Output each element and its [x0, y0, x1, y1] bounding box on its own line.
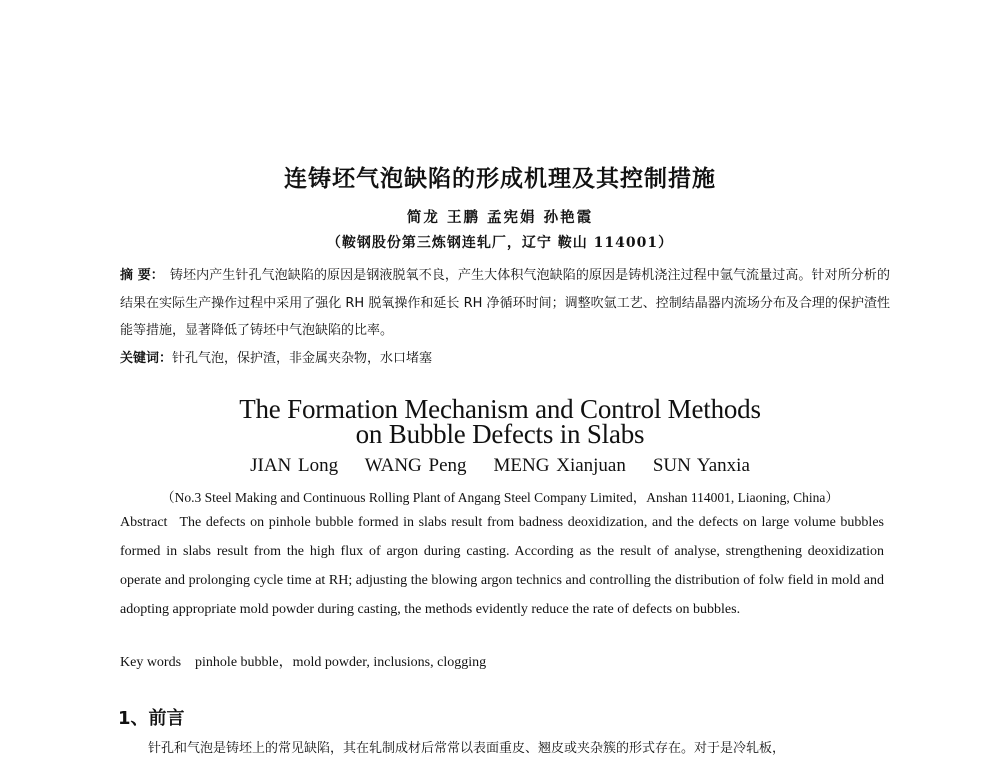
english-abstract-text: The defects on pinhole bubble formed in slabs result from badness deoxidization, and the defects on large volume bubbles formed in slabs result from the high flux of argon during casting. According as the result of analyse, strengthening deoxidization operate and prolonging cycle time at RH; adjusting the blowing argon technics and controlling the distribution of folw field in mold and adopting appropriate mold powder during casting, the methods evidently reduce the rate of defects on bubbles.	[120, 515, 884, 617]
chinese-keywords	[120, 346, 890, 372]
section-heading-introduction: 1、前言	[118, 708, 185, 729]
english-abstract-label: Abstract	[120, 515, 168, 530]
english-title-line-1: The Formation Mechanism and Control Methods	[239, 394, 761, 424]
chinese-title: 连铸坯气泡缺陷的形成机理及其控制措施	[284, 166, 716, 192]
english-keywords-label: Key words	[120, 655, 182, 670]
english-title	[0, 394, 1000, 449]
chinese-affiliation: （鞍钢股份第三炼钢连轧厂，辽宁 鞍山 114001）	[326, 235, 674, 251]
chinese-abstract	[120, 262, 890, 345]
english-affiliation: （No.3 Steel Making and Continuous Rolling Plant of Angang Steel Company Limited，Anshan 114001, Liaoning, China）	[161, 490, 839, 505]
chinese-abstract-text: 铸坯内产生针孔气泡缺陷的原因是钢液脱氧不良，产生大体积气泡缺陷的原因是铸机浇注过程中氩气流量过高。针对所分析的结果在实际生产操作过程中采用了强化 RH 脱氧操作和延长 RH 净循环时间；调整吹氩工艺、控制结晶器内流场分布及合理的保护渣性能等措施，显著降低了铸坯中气泡缺陷的比率。	[120, 268, 890, 338]
english-title-line-2: on Bubble Defects in Slabs	[355, 419, 645, 449]
english-abstract	[120, 508, 884, 624]
chinese-keywords-text: 针孔气泡，保护渣，非金属夹杂物，水口堵塞	[172, 351, 433, 366]
introduction-first-line: 针孔和气泡是铸坯上的常见缺陷，其在轧制成材后常常以表面重皮、翘皮或夹杂簇的形式存在。对于是冷轧板，	[148, 741, 786, 756]
chinese-abstract-label: 摘 要：	[120, 268, 164, 283]
english-keywords-text: pinhole bubble，mold powder, inclusions, clogging	[195, 655, 487, 670]
english-keywords	[120, 652, 884, 674]
chinese-keywords-label: 关键词：	[120, 351, 173, 366]
english-authors: JIAN Long WANG Peng MENG Xianjuan SUN Yanxia	[250, 455, 750, 476]
chinese-authors: 简龙 王鹏 孟宪娟 孙艳霞	[406, 209, 594, 226]
